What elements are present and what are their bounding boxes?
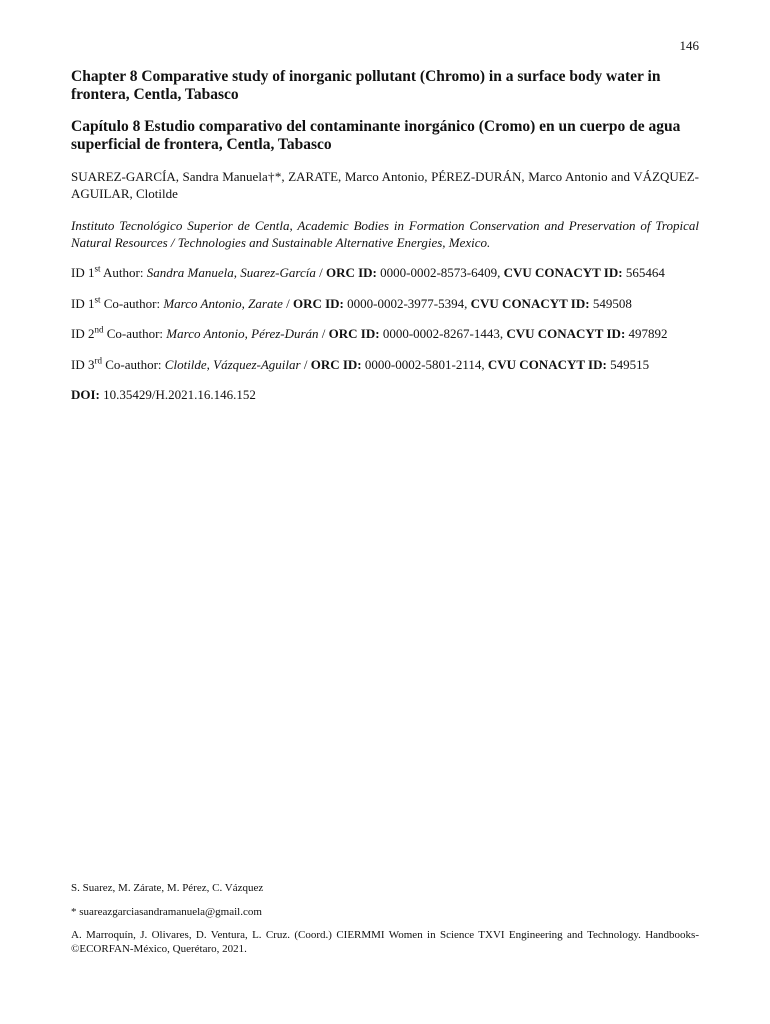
coauthor-id-line: ID 3rd Co-author: Clotilde, Vázquez-Aguilar / ORC ID: 0000-0002-5801-2114, CVU CONACYT ID: 549515 [71,355,650,372]
page-number: 146 [679,38,699,53]
chapter-header [71,68,699,404]
footer-short-authors: S. Suarez, M. Zárate, M. Pérez, C. Vázquez [71,882,264,894]
chapter-title-english: Chapter 8 Comparative study of inorganic pollutant (Chromo) in a surface body water in frontera, Centla, Tabasco [71,68,661,103]
chapter-title-spanish: Capítulo 8 Estudio comparativo del contaminante inorgánico (Cromo) en un cuerpo de agua superficial de frontera, Centla, Tabasco [71,118,681,153]
page-footer [71,882,699,956]
footer-citation: A. Marroquín, J. Olivares, D. Ventura, L. Cruz. (Coord.) CIERMMI Women in Science TXVI Engineering and Technology. Handbooks-©ECORFAN-México, Querétaro, 2021. [71,929,699,955]
affiliation: Instituto Tecnológico Superior de Centla, Academic Bodies in Formation Conservation and Preservation of Tropical Natural Resources / Technologies and Sustainable Alternative Energies, Mexico. [71,218,699,250]
footer-email[interactable]: * suareazgarciasandramanuela@gmail.com [71,905,262,918]
coauthor-id-line: ID 2nd Co-author: Marco Antonio, Pérez-Durán / ORC ID: 0000-0002-8267-1443, CVU CONACYT ID: 497892 [71,324,668,341]
doi-label: DOI: [71,387,100,402]
coauthor-id-line: ID 1st Co-author: Marco Antonio, Zarate / ORC ID: 0000-0002-3977-5394, CVU CONACYT ID: 549508 [71,294,632,311]
doi-link[interactable]: 10.35429/H.2021.16.146.152 [99,387,256,402]
author-list: SUAREZ-GARCÍA, Sandra Manuela†*, ZARATE, Marco Antonio, PÉREZ-DURÁN, Marco Antonio and VÁZQUEZ-AGUILAR, Clotilde [71,169,699,201]
author-id-line: ID 1st Author: Sandra Manuela, Suarez-García / ORC ID: 0000-0002-8573-6409, CVU CONACYT ID: 565464 [71,263,665,280]
doi-line [71,387,699,404]
